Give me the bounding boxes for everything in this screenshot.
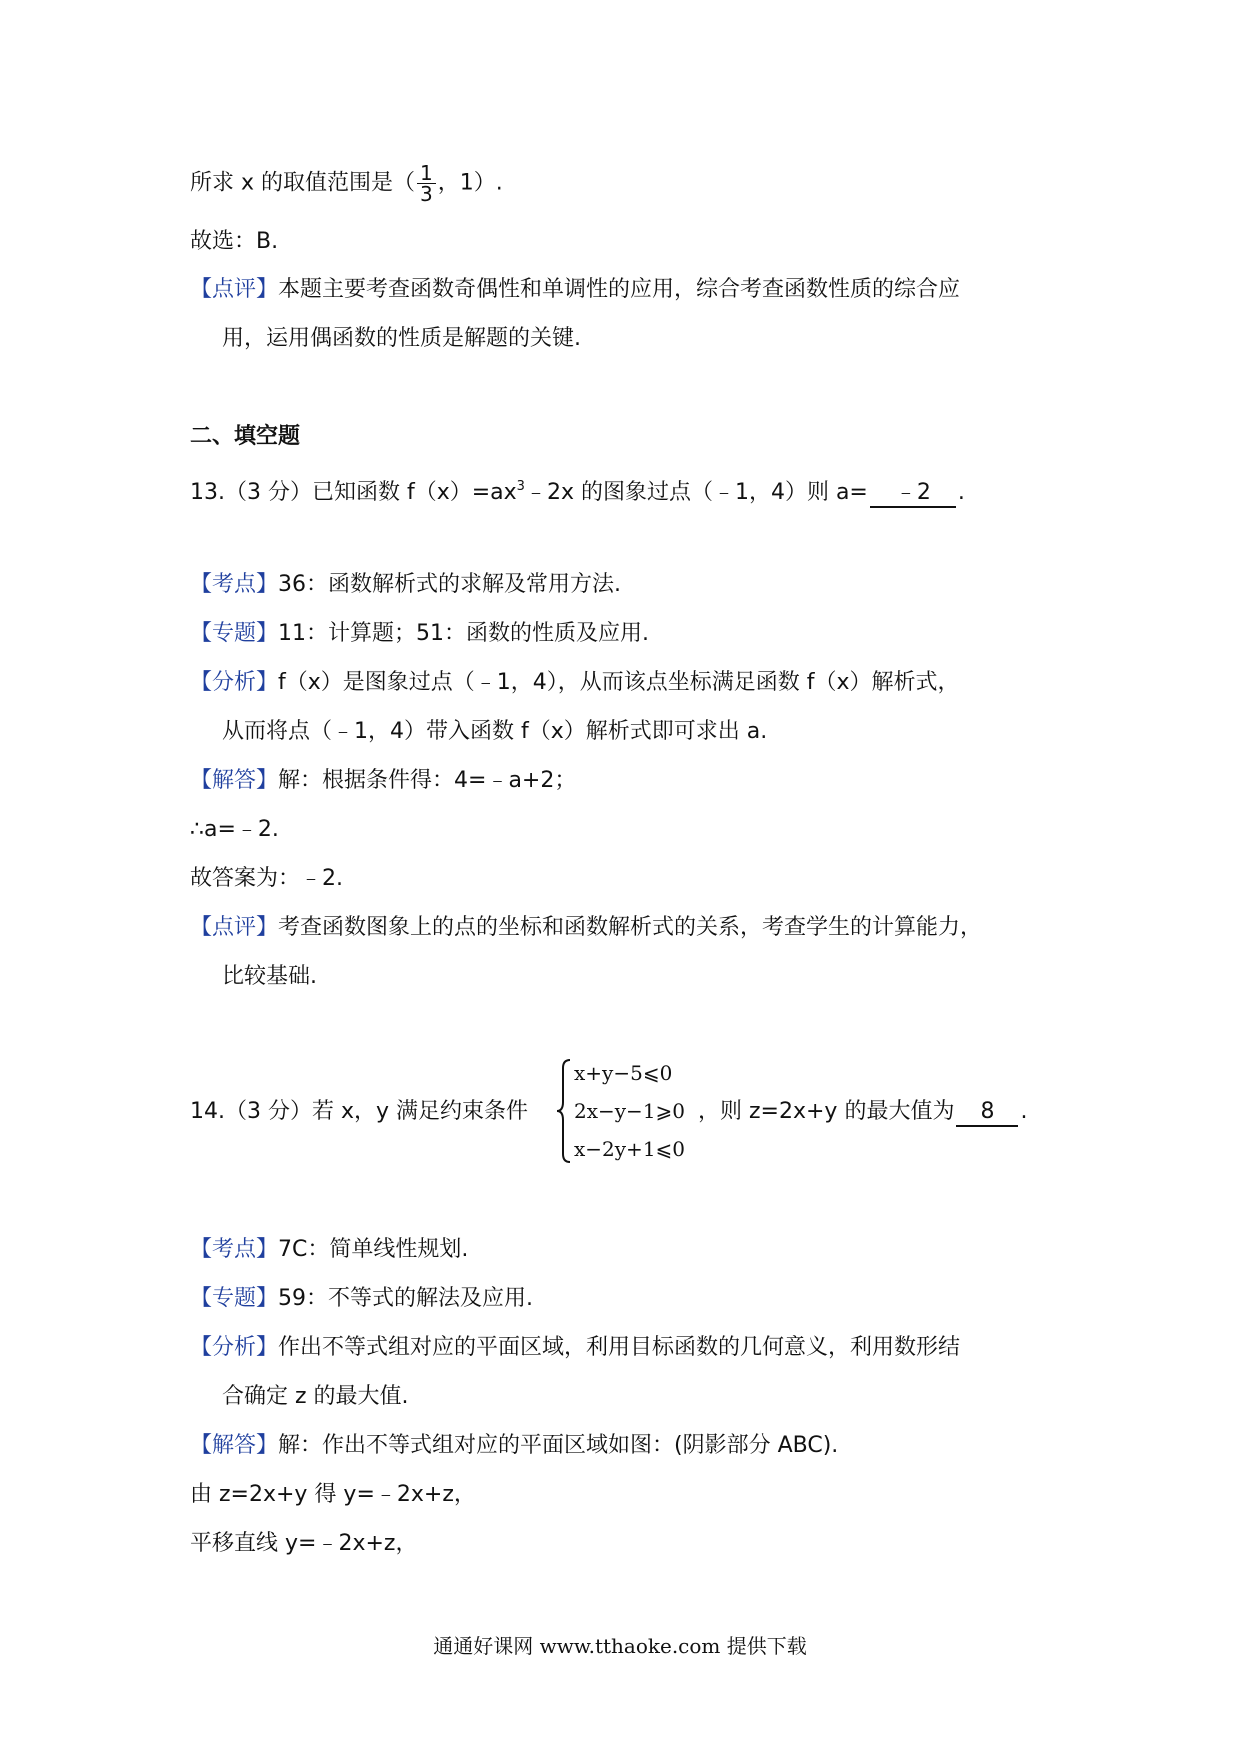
q14-fenxi-1: 【分析】作出不等式组对应的平面区域，利用目标函数的几何意义，利用数形结 [190, 1335, 961, 1360]
q14-kaodian: 【考点】7C：简单线性规划. [190, 1237, 469, 1262]
q14-step-2: 平移直线 y=﹣2x+z， [190, 1531, 418, 1556]
constraint-1: x+y−5⩽0 [574, 1061, 673, 1085]
review-tag: 【点评】 [190, 277, 279, 302]
left-brace-icon [556, 1058, 572, 1164]
section-heading: 二、填空题 [190, 424, 301, 449]
review-line-2: 用，运用偶函数的性质是解题的关键. [222, 326, 581, 351]
range-statement: 所求 x 的取值范围是（ $\frac{1}{3}$ ，1）. [190, 161, 503, 206]
choice-line: 故选：B. [190, 229, 279, 254]
constraint-system [556, 1058, 698, 1164]
q13-answer-line: 故答案为：﹣2. [190, 866, 343, 891]
q14-stem-prefix: 14.（3 分）若 x，y 满足约束条件 [190, 1099, 529, 1124]
page-footer: 通通好课网 www.tthaoke.com 提供下载 [433, 1634, 807, 1658]
q13-fenxi-1: 【分析】f（x）是图象过点（﹣1，4），从而该点坐标满足函数 f（x）解析式， [190, 670, 960, 695]
constraint-2: 2x−y−1⩾0 [574, 1099, 686, 1123]
q13-stem: 13.（3 分）已知函数 $f(x)=ax^3﹣2x$ 的图象过点（﹣1，4）则 a= ﹣2 . [190, 472, 965, 508]
review-line-1: 【点评】本题主要考查函数奇偶性和单调性的应用，综合考查函数性质的综合应 [190, 277, 961, 302]
q13-review-1: 【点评】考查函数图象上的点的坐标和函数解析式的关系，考查学生的计算能力， [190, 915, 983, 940]
q13-fenxi-2: 从而将点（﹣1，4）带入函数 f（x）解析式即可求出 a. [222, 719, 768, 744]
fraction-one-third: $\frac{1}{3}$ [417, 163, 436, 204]
constraint-3: x−2y+1⩽0 [574, 1137, 686, 1161]
q13-review-2: 比较基础. [222, 964, 317, 989]
q13-therefore: ∴a=﹣2. [190, 817, 279, 842]
q13-kaodian: 【考点】36：函数解析式的求解及常用方法. [190, 572, 622, 597]
q14-step-1: 由 z=2x+y 得 y=﹣2x+z， [190, 1482, 476, 1507]
q13-answer-blank: ﹣2 [870, 480, 956, 508]
q14-fenxi-2: 合确定 z 的最大值. [222, 1384, 409, 1409]
q14-answer-blank: 8 [956, 1099, 1018, 1127]
q14-zhuanti: 【专题】59：不等式的解法及应用. [190, 1286, 534, 1311]
q14-jieda: 【解答】解：作出不等式组对应的平面区域如图：(阴影部分 ABC). [190, 1433, 839, 1458]
q13-zhuanti: 【专题】11：计算题；51：函数的性质及应用. [190, 621, 649, 646]
q14-stem-rest: ，则 z=2x+y 的最大值为 8 . [698, 1097, 1027, 1127]
q13-jieda: 【解答】解：根据条件得：4=﹣a+2； [190, 768, 577, 793]
